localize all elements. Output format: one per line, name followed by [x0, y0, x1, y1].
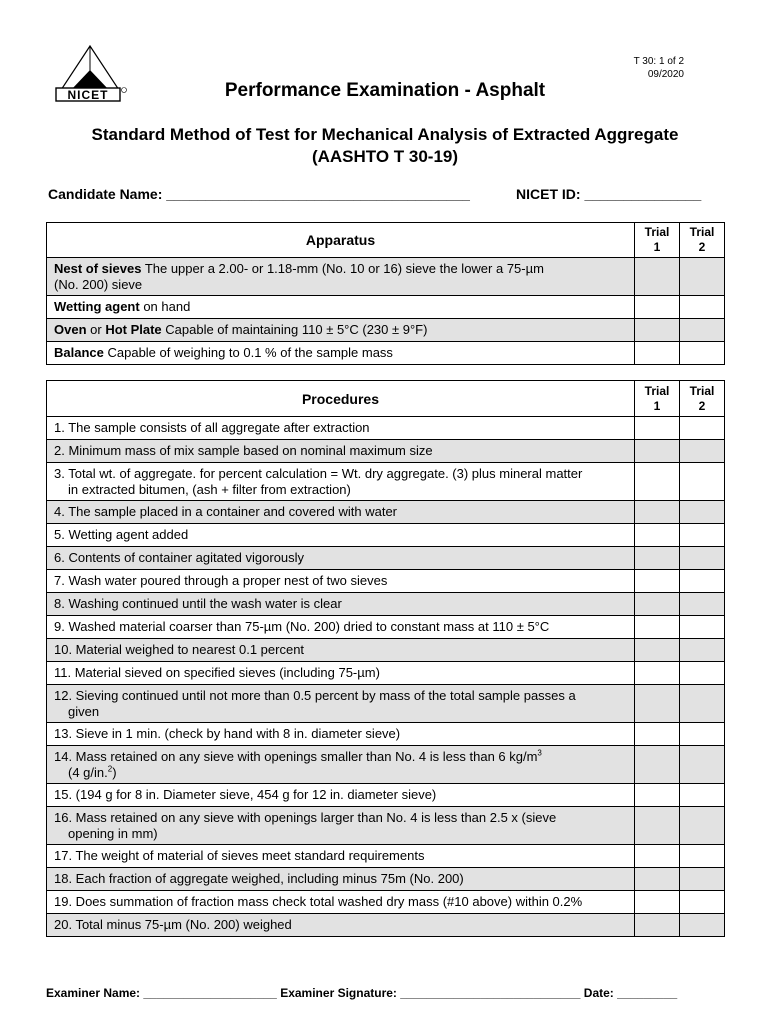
apparatus-item-description: Capable of maintaining 110 ± 5°C (230 ± 9°F) — [161, 322, 428, 337]
procedure-item-18-text — [47, 868, 635, 891]
procedure-text: 12. Sieving continued until not more than 0.5 percent by mass of the total sample passes a — [54, 687, 576, 703]
procedure-item-17-row — [47, 845, 725, 868]
procedure-item-18-row — [47, 868, 725, 891]
procedure-text: 17. The weight of material of sieves meet standard requirements — [54, 848, 425, 863]
procedure-item-20-row — [47, 914, 725, 937]
examiner-signature-field[interactable]: Examiner Signature: ___________________________ — [280, 986, 581, 1000]
procedure-item-3-row — [47, 463, 725, 501]
procedure-item-17-trial-1-checkbox[interactable] — [635, 845, 680, 868]
procedure-continuation-end: ) — [112, 764, 117, 780]
apparatus-item-1-trial-2-checkbox[interactable] — [680, 258, 725, 296]
subtitle-line-1: Standard Method of Test for Mechanical Analysis of Extracted Aggregate — [91, 125, 679, 144]
procedure-text: 7. Wash water poured through a proper nest of two sieves — [54, 573, 388, 588]
procedure-item-5-row — [47, 524, 725, 547]
examiner-footer — [46, 986, 677, 1000]
procedures-table — [46, 380, 725, 937]
procedure-item-13-text — [47, 723, 635, 746]
procedure-item-13-trial-2-checkbox[interactable] — [680, 723, 725, 746]
procedure-item-16-row — [47, 807, 725, 845]
procedure-item-11-trial-1-checkbox[interactable] — [635, 662, 680, 685]
procedure-item-13-trial-1-checkbox[interactable] — [635, 723, 680, 746]
procedure-item-15-text — [47, 784, 635, 807]
procedure-item-10-trial-1-checkbox[interactable] — [635, 639, 680, 662]
procedure-text: 10. Material weighed to nearest 0.1 percent — [54, 642, 305, 657]
procedure-continuation-superscript: 2 — [107, 764, 113, 774]
procedures-trial-1-header: Trial 1 — [635, 381, 680, 417]
procedure-text: 19. Does summation of fraction mass check total washed dry mass (#10 above) within 0.2% — [54, 894, 583, 909]
procedure-text: 1. The sample consists of all aggregate after extraction — [54, 420, 370, 435]
procedure-item-11-trial-2-checkbox[interactable] — [680, 662, 725, 685]
procedure-item-20-trial-2-checkbox[interactable] — [680, 914, 725, 937]
procedure-item-14-text — [47, 746, 635, 784]
procedure-superscript: 3 — [537, 748, 542, 758]
procedure-item-8-row — [47, 593, 725, 616]
procedure-text: 15. (194 g for 8 in. Diameter sieve, 454 g for 12 in. diameter sieve) — [54, 787, 437, 802]
procedure-continuation: (4 g/in. — [68, 764, 108, 780]
procedure-item-5-text — [47, 524, 635, 547]
procedures-trial-2-header: Trial 2 — [680, 381, 725, 417]
apparatus-item-2-trial-2-checkbox[interactable] — [680, 296, 725, 319]
procedure-item-4-text — [47, 501, 635, 524]
procedure-item-16-text — [47, 807, 635, 845]
procedure-item-6-text — [47, 547, 635, 570]
apparatus-item-name: Oven — [54, 322, 87, 337]
procedure-continuation-line — [54, 765, 627, 781]
procedure-text: 18. Each fraction of aggregate weighed, including minus 75m (No. 200) — [54, 871, 464, 886]
apparatus-item-4-trial-1-checkbox[interactable] — [635, 342, 680, 365]
procedure-item-7-row — [47, 570, 725, 593]
procedure-item-1-trial-2-checkbox[interactable] — [680, 417, 725, 440]
examiner-name-field[interactable]: Examiner Name: ____________________ — [46, 986, 277, 1000]
procedure-item-7-trial-2-checkbox[interactable] — [680, 570, 725, 593]
procedure-item-3-text — [47, 463, 635, 501]
procedure-item-9-trial-1-checkbox[interactable] — [635, 616, 680, 639]
apparatus-item-connector: or — [86, 322, 106, 337]
procedure-text: 16. Mass retained on any sieve with openings larger than No. 4 is less than 2.5 x (sieve — [54, 809, 557, 825]
procedure-item-3-trial-2-checkbox[interactable] — [680, 463, 725, 501]
procedure-continuation-line — [54, 826, 627, 842]
procedure-item-2-trial-1-checkbox[interactable] — [635, 440, 680, 463]
procedure-item-19-row — [47, 891, 725, 914]
procedure-item-19-text — [47, 891, 635, 914]
procedure-item-14-trial-1-checkbox[interactable] — [635, 746, 680, 784]
procedure-item-9-text — [47, 616, 635, 639]
procedure-item-20-text — [47, 914, 635, 937]
procedure-item-2-trial-2-checkbox[interactable] — [680, 440, 725, 463]
procedure-text: 4. The sample placed in a container and covered with water — [54, 504, 398, 519]
procedure-text: 13. Sieve in 1 min. (check by hand with 8 in. diameter sieve) — [54, 726, 401, 741]
procedure-text: 2. Minimum mass of mix sample based on nominal maximum size — [54, 443, 433, 458]
procedure-continuation: opening in mm) — [68, 825, 158, 841]
procedure-item-14-trial-2-checkbox[interactable] — [680, 746, 725, 784]
apparatus-item-4-trial-2-checkbox[interactable] — [680, 342, 725, 365]
procedure-item-1-text — [47, 417, 635, 440]
apparatus-item-3-text — [47, 319, 635, 342]
procedure-text: 9. Washed material coarser than 75-µm (No. 200) dried to constant mass at 110 ± 5°C — [54, 619, 550, 634]
procedure-item-8-trial-2-checkbox[interactable] — [680, 593, 725, 616]
apparatus-table — [46, 222, 725, 365]
apparatus-trial-1-header: Trial 1 — [635, 223, 680, 258]
procedure-text: 20. Total minus 75-µm (No. 200) weighed — [54, 917, 292, 932]
svg-text:NICET: NICET — [67, 88, 109, 102]
procedure-text: 8. Washing continued until the wash water is clear — [54, 596, 342, 611]
procedure-item-12-trial-1-checkbox[interactable] — [635, 685, 680, 723]
doc-code: T 30: 1 of 2 — [633, 56, 684, 67]
procedure-item-17-text — [47, 845, 635, 868]
doc-date: 09/2020 — [647, 69, 684, 80]
apparatus-item-description: Capable of weighing to 0.1 % of the sample mass — [103, 345, 393, 360]
apparatus-item-continuation: (No. 200) sieve — [54, 276, 143, 292]
apparatus-item-2-trial-1-checkbox[interactable] — [635, 296, 680, 319]
procedure-item-6-trial-2-checkbox[interactable] — [680, 547, 725, 570]
candidate-name-field[interactable]: Candidate Name: _______________________________________ — [48, 186, 470, 202]
page-title: Performance Examination - Asphalt — [224, 80, 546, 101]
procedure-item-2-text — [47, 440, 635, 463]
procedure-item-14-row — [47, 746, 725, 784]
procedure-item-15-trial-1-checkbox[interactable] — [635, 784, 680, 807]
apparatus-item-name: Nest of sieves — [54, 260, 142, 276]
apparatus-item-description: on hand — [139, 299, 191, 314]
procedure-text: 5. Wetting agent added — [54, 527, 189, 542]
procedure-text: 14. Mass retained on any sieve with openings smaller than No. 4 is less than 6 kg/m — [54, 748, 538, 764]
procedure-item-1-trial-1-checkbox[interactable] — [635, 417, 680, 440]
procedure-item-18-trial-2-checkbox[interactable] — [680, 868, 725, 891]
procedure-item-8-text — [47, 593, 635, 616]
procedure-item-12-row — [47, 685, 725, 723]
procedure-item-11-text — [47, 662, 635, 685]
procedure-item-5-trial-1-checkbox[interactable] — [635, 524, 680, 547]
apparatus-item-3-row — [47, 319, 725, 342]
procedure-item-5-trial-2-checkbox[interactable] — [680, 524, 725, 547]
procedure-continuation: given — [68, 703, 100, 719]
procedure-item-15-row — [47, 784, 725, 807]
procedure-item-2-row — [47, 440, 725, 463]
procedure-item-16-trial-2-checkbox[interactable] — [680, 807, 725, 845]
procedure-item-9-row — [47, 616, 725, 639]
apparatus-item-2-text — [47, 296, 635, 319]
procedure-item-1-row — [47, 417, 725, 440]
procedure-item-7-trial-1-checkbox[interactable] — [635, 570, 680, 593]
procedure-item-4-trial-1-checkbox[interactable] — [635, 501, 680, 524]
apparatus-item-2-row — [47, 296, 725, 319]
procedure-item-9-trial-2-checkbox[interactable] — [680, 616, 725, 639]
procedure-item-11-row — [47, 662, 725, 685]
procedure-item-19-trial-2-checkbox[interactable] — [680, 891, 725, 914]
procedure-item-18-trial-1-checkbox[interactable] — [635, 868, 680, 891]
procedure-item-19-trial-1-checkbox[interactable] — [635, 891, 680, 914]
procedure-item-7-text — [47, 570, 635, 593]
apparatus-item-4-row — [47, 342, 725, 365]
apparatus-item-description: The upper a 2.00- or 1.18-mm (No. 10 or 16) sieve the lower a 75-µm — [141, 260, 544, 276]
procedure-item-16-trial-1-checkbox[interactable] — [635, 807, 680, 845]
procedure-continuation-line — [54, 482, 627, 498]
apparatus-item-3-trial-2-checkbox[interactable] — [680, 319, 725, 342]
procedure-item-8-trial-1-checkbox[interactable] — [635, 593, 680, 616]
procedure-item-10-row — [47, 639, 725, 662]
procedure-item-3-trial-1-checkbox[interactable] — [635, 463, 680, 501]
procedure-item-10-trial-2-checkbox[interactable] — [680, 639, 725, 662]
procedure-item-6-trial-1-checkbox[interactable] — [635, 547, 680, 570]
date-field[interactable]: Date: _________ — [583, 986, 678, 1000]
procedure-text: 11. Material sieved on specified sieves (including 75-µm) — [54, 665, 380, 680]
procedure-item-20-trial-1-checkbox[interactable] — [635, 914, 680, 937]
procedure-text: 6. Contents of container agitated vigorously — [54, 550, 305, 565]
nicet-id-field[interactable]: NICET ID: _______________ — [516, 186, 702, 202]
page-subtitle — [40, 124, 730, 168]
apparatus-trial-2-header: Trial 2 — [680, 223, 725, 258]
procedure-item-17-trial-2-checkbox[interactable] — [680, 845, 725, 868]
procedure-item-10-text — [47, 639, 635, 662]
apparatus-item-name: Balance — [54, 345, 104, 360]
procedure-item-12-trial-2-checkbox[interactable] — [680, 685, 725, 723]
apparatus-item-1-row — [47, 258, 725, 296]
document-info — [634, 55, 684, 81]
procedure-item-6-row — [47, 547, 725, 570]
procedure-continuation-line — [54, 704, 627, 720]
apparatus-heading: Apparatus — [47, 223, 635, 258]
procedure-item-15-trial-2-checkbox[interactable] — [680, 784, 725, 807]
apparatus-item-name-2: Hot Plate — [105, 322, 162, 337]
procedures-heading: Procedures — [47, 381, 635, 417]
procedure-text: 3. Total wt. of aggregate. for percent calculation = Wt. dry aggregate. (3) plus mineral matter — [54, 465, 583, 481]
procedure-item-4-trial-2-checkbox[interactable] — [680, 501, 725, 524]
apparatus-item-name: Wetting agent — [54, 299, 140, 314]
subtitle-line-2: (AASHTO T 30-19) — [311, 147, 459, 166]
apparatus-item-3-trial-1-checkbox[interactable] — [635, 319, 680, 342]
apparatus-item-4-text — [47, 342, 635, 365]
apparatus-item-1-trial-1-checkbox[interactable] — [635, 258, 680, 296]
procedure-item-12-text — [47, 685, 635, 723]
procedure-item-4-row — [47, 501, 725, 524]
procedure-item-13-row — [47, 723, 725, 746]
apparatus-item-1-text — [47, 258, 635, 296]
procedure-continuation: in extracted bitumen, (ash + filter from extraction) — [68, 481, 351, 497]
